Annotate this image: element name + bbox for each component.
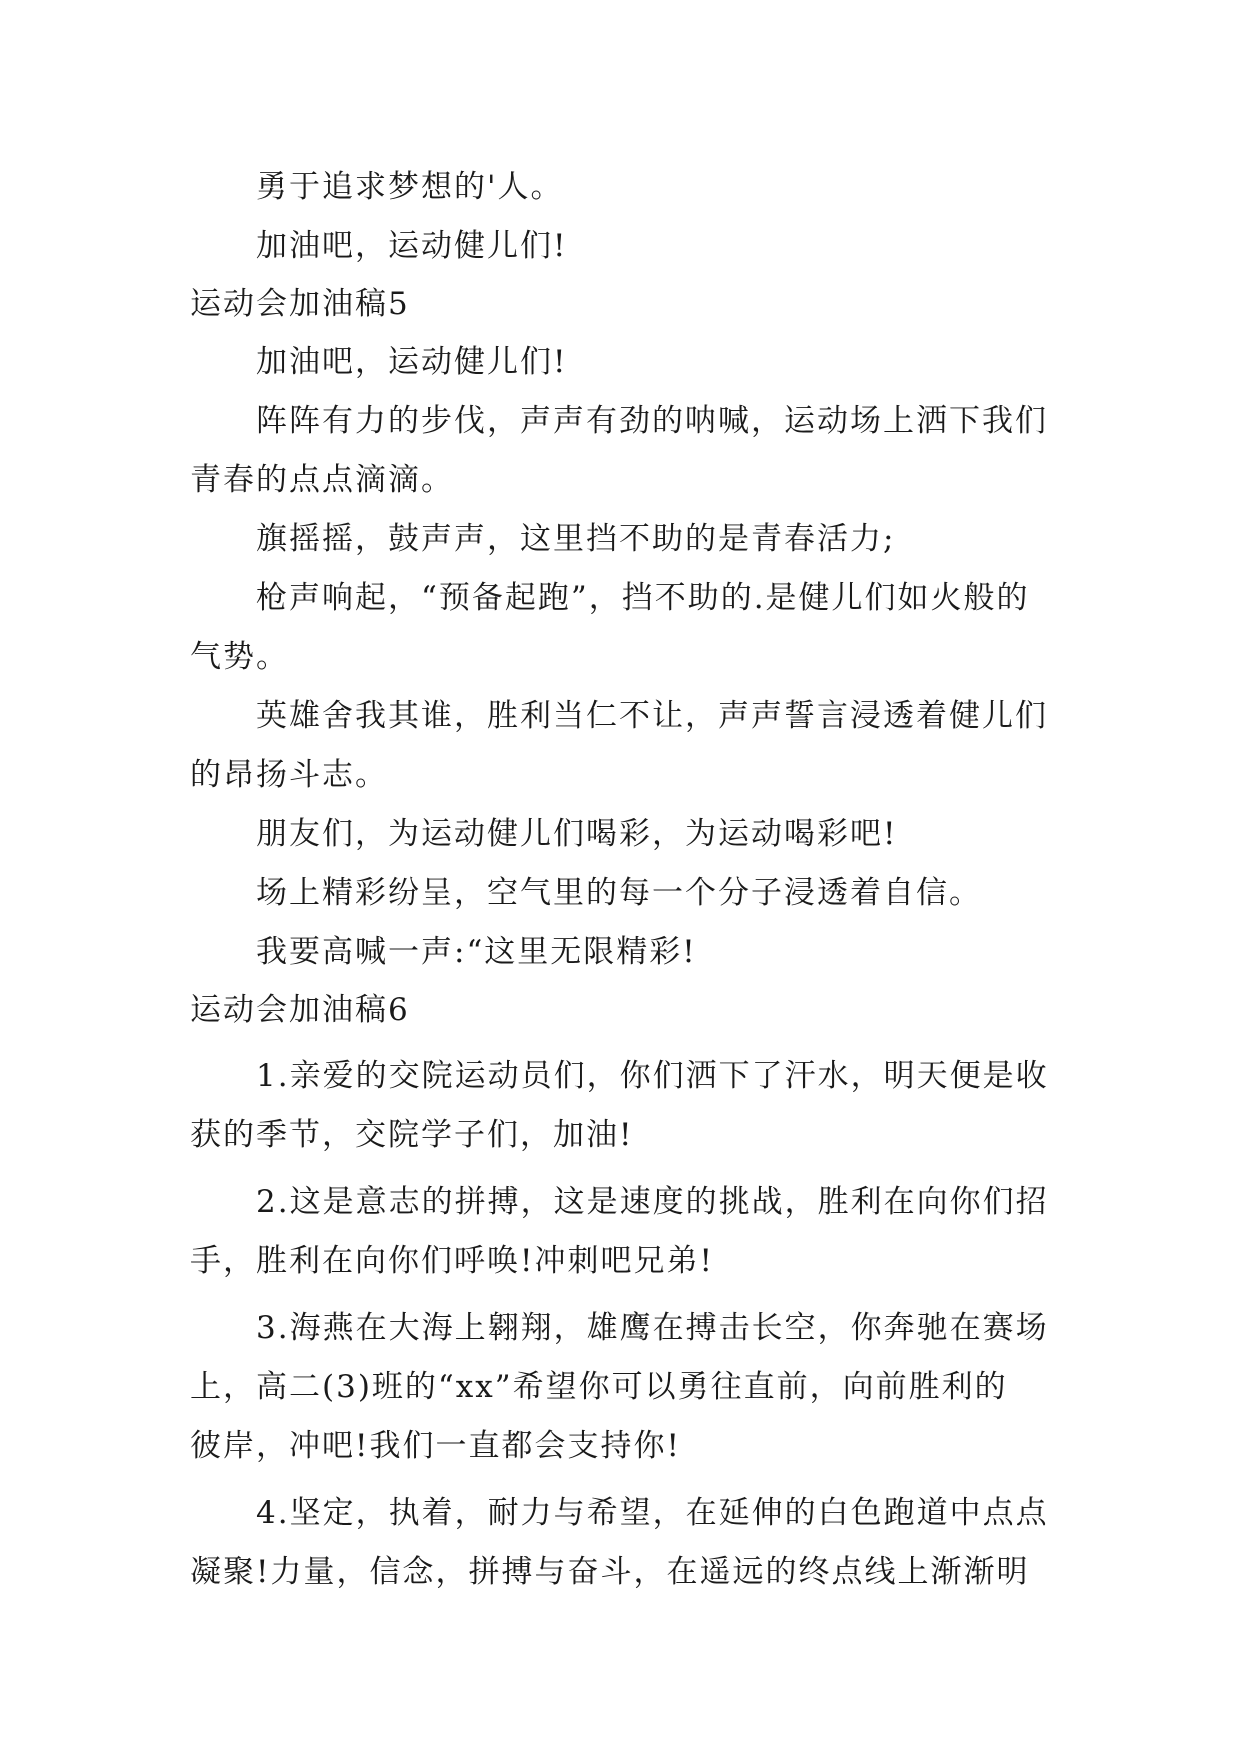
document-body [190, 158, 1050, 1602]
paragraph-line: 4.坚定，执着，耐力与希望，在延伸的白色跑道中点点 [256, 1495, 1049, 1531]
paragraph-line: 我要高喊一声:“这里无限精彩! [256, 934, 697, 970]
paragraph-line: 2.这是意志的拼搏，这是速度的挑战，胜利在向你们招 [256, 1184, 1049, 1220]
paragraph-line: 朋友们，为运动健儿们喝彩，为运动喝彩吧! [256, 816, 898, 852]
paragraph-line: 阵阵有力的步伐，声声有劲的呐喊，运动场上洒下我们 [256, 403, 1048, 439]
paragraph-line: 加油吧，运动健儿们! [256, 344, 568, 380]
paragraph-line: 手，胜利在向你们呼唤!冲刺吧兄弟! [190, 1243, 714, 1279]
paragraph-line: 获的季节，交院学子们，加油! [190, 1117, 634, 1153]
paragraph-line: 气势。 [190, 639, 289, 675]
paragraph-line: 彼岸，冲吧!我们一直都会支持你! [190, 1428, 681, 1464]
paragraph-line: 旗摇摇，鼓声声，这里挡不助的是青春活力; [256, 521, 896, 557]
paragraph-line: 青春的点点滴滴。 [190, 462, 454, 498]
paragraph-line: 加油吧，运动健儿们! [256, 228, 568, 264]
paragraph-line: 凝聚!力量，信念，拼搏与奋斗，在遥远的终点线上渐渐明 [190, 1554, 1030, 1590]
paragraph-line: 场上精彩纷呈，空气里的每一个分子浸透着自信。 [256, 875, 982, 911]
paragraph-line: 枪声响起，“预备起跑”，挡不助的.是健儿们如火般的 [256, 580, 1030, 616]
paragraph-line: 英雄舍我其谁，胜利当仁不让，声声誓言浸透着健儿们 [256, 698, 1048, 734]
paragraph-line: 勇于追求梦想的'人。 [256, 169, 564, 205]
paragraph-line: 1.亲爱的交院运动员们，你们洒下了汗水，明天便是收 [256, 1058, 1049, 1094]
paragraph-line: 上，高二(3)班的“xx”希望你可以勇往直前，向前胜利的 [190, 1369, 1008, 1405]
section-heading: 运动会加油稿5 [190, 286, 410, 322]
paragraph-line: 的昂扬斗志。 [190, 757, 388, 793]
section-heading: 运动会加油稿6 [190, 992, 410, 1028]
paragraph-line: 3.海燕在大海上翱翔，雄鹰在搏击长空，你奔驰在赛场 [256, 1310, 1049, 1346]
